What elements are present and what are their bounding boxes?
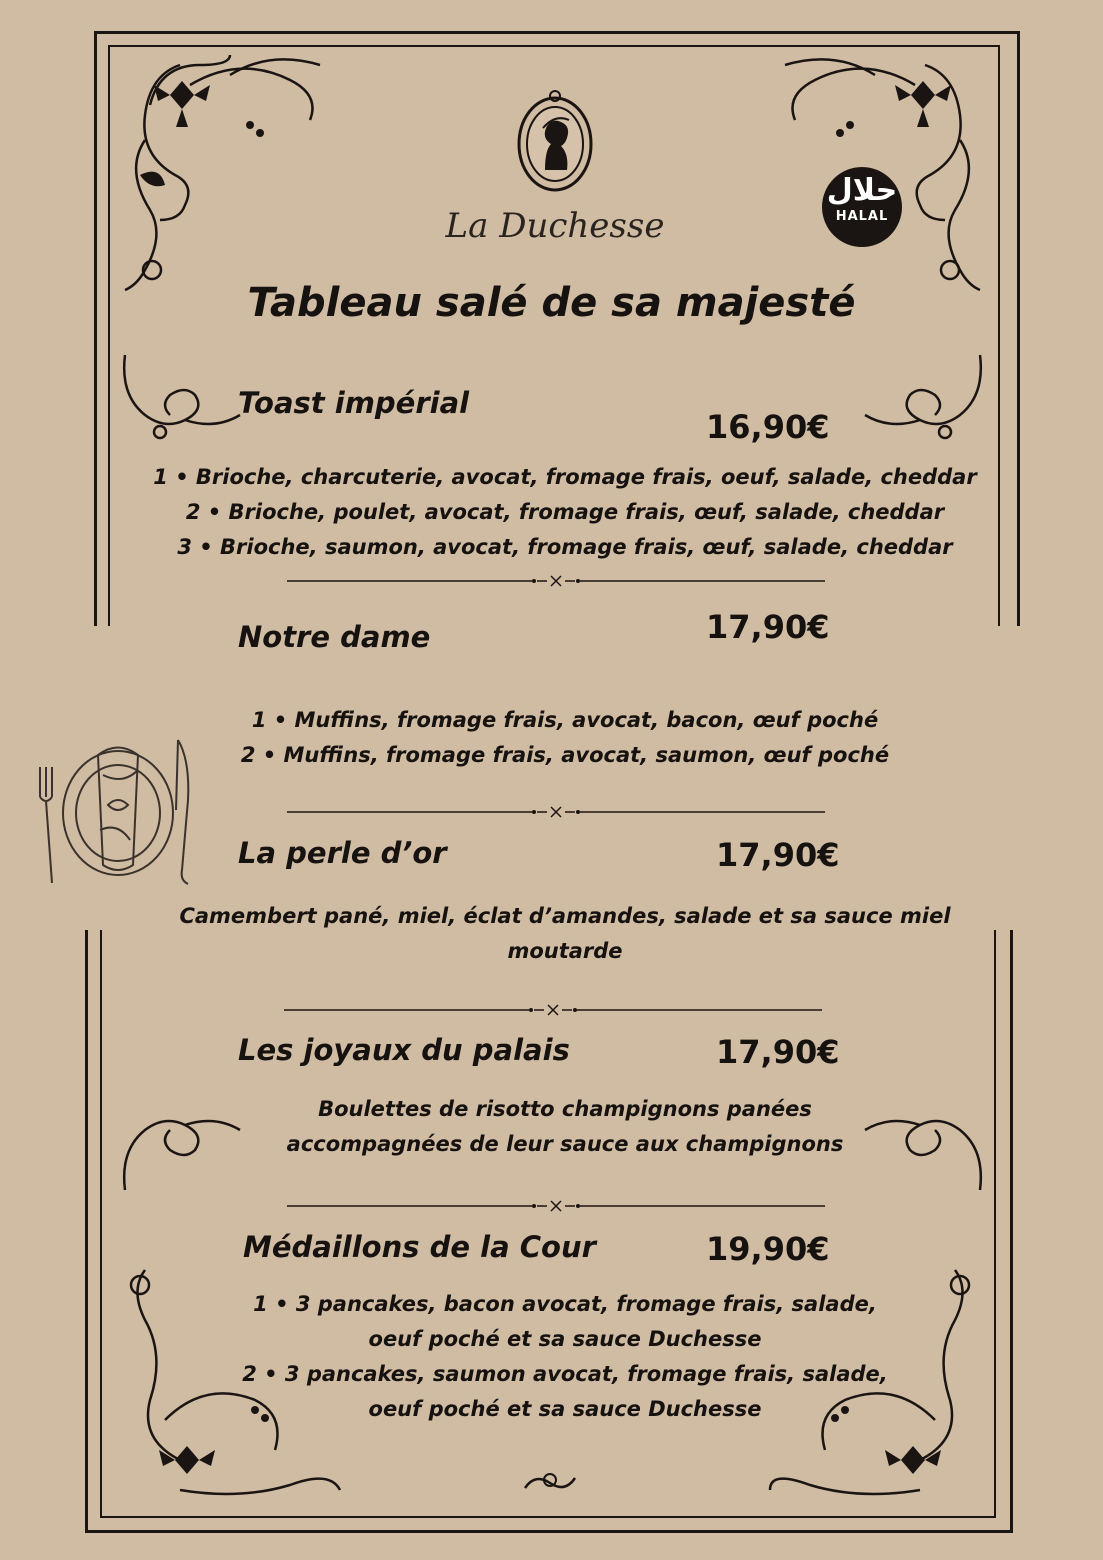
- description-line: 2 • 3 pancakes, saumon avocat, fromage frais, salade,: [242, 1362, 888, 1386]
- ornament-divider: [287, 574, 825, 588]
- description-line: 1 • Brioche, charcuterie, avocat, fromage frais, oeuf, salade, cheddar: [153, 465, 977, 489]
- description-line: oeuf poché et sa sauce Duchesse: [368, 1327, 762, 1351]
- description-line: moutarde: [507, 939, 623, 963]
- description-line: oeuf poché et sa sauce Duchesse: [368, 1397, 762, 1421]
- ornament-divider: [284, 1003, 822, 1017]
- item-price: 17,90€: [706, 608, 830, 646]
- bottom-scroll-ornament: [520, 1468, 580, 1498]
- item-name: Toast impérial: [238, 386, 470, 420]
- description-line: 2 • Brioche, poulet, avocat, fromage frais, œuf, salade, cheddar: [185, 500, 945, 524]
- side-scroll-left-upper: [115, 350, 245, 450]
- side-scroll-right-upper: [860, 350, 990, 450]
- corner-flourish-top-right: [770, 45, 995, 295]
- description-line: Boulettes de risotto champignons panées: [318, 1097, 812, 1121]
- item-name: La perle d’or: [238, 836, 447, 870]
- item-description: [150, 460, 980, 565]
- halal-arabic: حلال: [826, 173, 898, 208]
- brand-name: La Duchesse: [445, 206, 665, 246]
- description-line: accompagnées de leur sauce aux champignons: [286, 1132, 844, 1156]
- page-title: Tableau salé de sa majesté: [247, 280, 856, 326]
- halal-badge: [822, 167, 902, 247]
- description-line: 2 • Muffins, fromage frais, avocat, saumon, œuf poché: [240, 743, 890, 767]
- halal-label: HALAL: [835, 209, 889, 224]
- item-price: 17,90€: [716, 836, 840, 874]
- item-price: 19,90€: [706, 1230, 830, 1268]
- item-description: [150, 899, 980, 969]
- plate-cutlery-icon: [28, 735, 198, 885]
- cameo-logo-icon: [515, 88, 595, 196]
- item-description: [150, 703, 980, 773]
- ornament-divider: [287, 1199, 825, 1213]
- description-line: 3 • Brioche, saumon, avocat, fromage frais, œuf, salade, cheddar: [177, 535, 953, 559]
- description-line: Camembert pané, miel, éclat d’amandes, salade et sa sauce miel: [179, 904, 951, 928]
- item-price: 17,90€: [716, 1033, 840, 1071]
- description-line: 1 • 3 pancakes, bacon avocat, fromage frais, salade,: [253, 1292, 877, 1316]
- item-description: [150, 1092, 980, 1162]
- frame-gap: [80, 626, 1020, 928]
- corner-flourish-top-left: [110, 45, 340, 295]
- ornament-divider: [287, 805, 825, 819]
- description-line: 1 • Muffins, fromage frais, avocat, bacon, œuf poché: [251, 708, 879, 732]
- item-name: Médaillons de la Cour: [243, 1230, 596, 1264]
- item-description: [150, 1287, 980, 1427]
- item-price: 16,90€: [706, 408, 830, 446]
- item-name: Notre dame: [238, 620, 431, 654]
- item-name: Les joyaux du palais: [238, 1033, 570, 1067]
